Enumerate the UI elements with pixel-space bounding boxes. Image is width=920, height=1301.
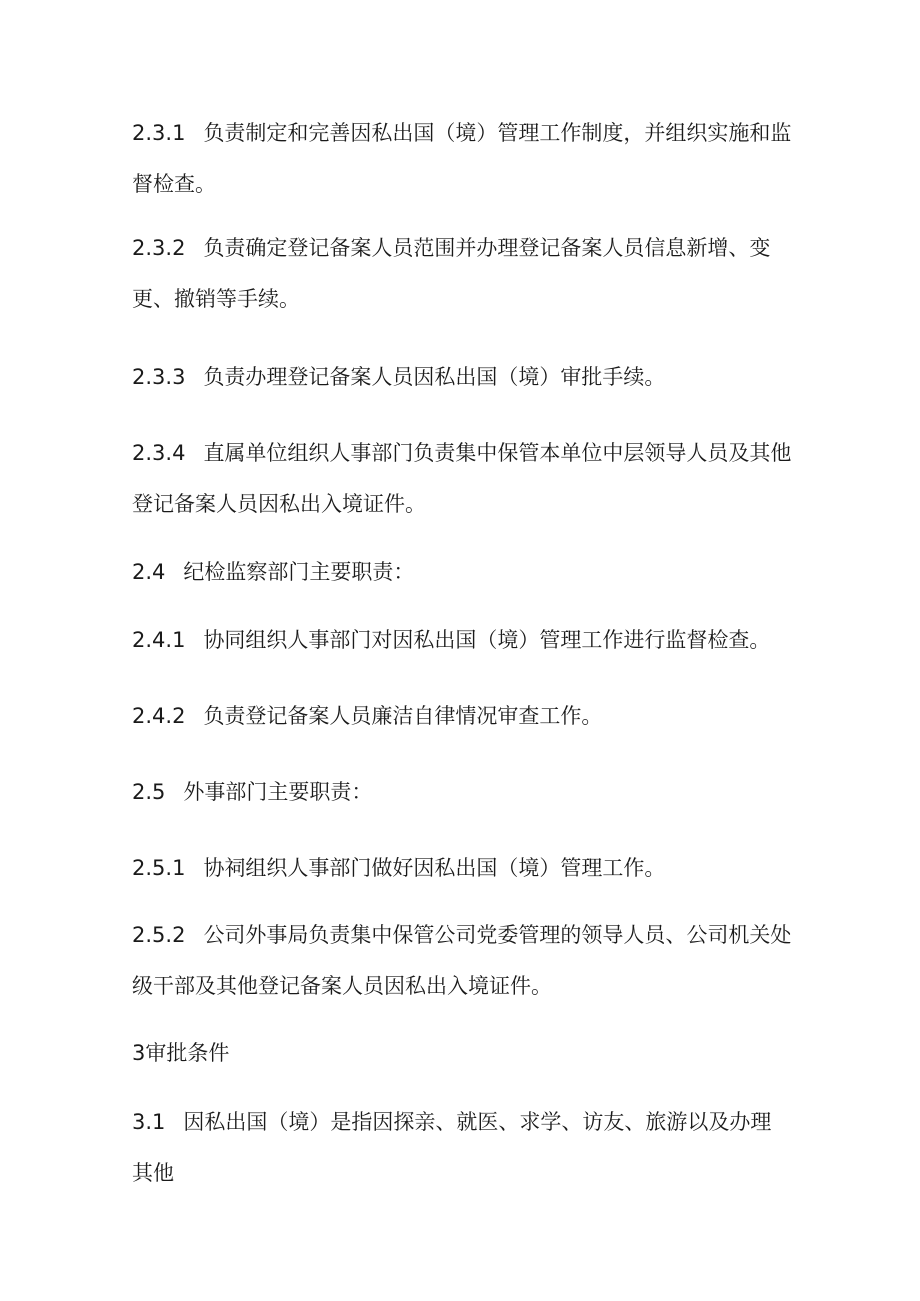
section-number: 2.3.4	[132, 441, 186, 465]
paragraph-2-3-4	[132, 428, 792, 530]
paragraph-2-3-1	[132, 108, 792, 210]
section-heading-3	[132, 1028, 792, 1079]
section-heading-text: 审批条件	[145, 1041, 230, 1065]
paragraph-2-5-1	[132, 843, 792, 894]
section-number: 2.4.1	[132, 628, 186, 652]
paragraph-2-3-3	[132, 352, 792, 403]
paragraph-text: 因私出国（境）是指因探亲、就医、求学、访友、旅游以及办理其他	[132, 1110, 772, 1185]
section-number: 2.3.1	[132, 121, 186, 145]
section-number: 2.4	[132, 560, 166, 584]
paragraph-text: 协祠组织人事部门做好因私出国（境）管理工作。	[203, 856, 666, 880]
section-number: 3	[132, 1041, 146, 1065]
paragraph-text: 纪检监察部门主要职责：	[183, 560, 415, 584]
section-number: 2.4.2	[132, 704, 186, 728]
section-number: 3.1	[132, 1110, 166, 1134]
paragraph-2-5-2	[132, 910, 792, 1012]
paragraph-text: 公司外事局负责集中保管公司党委管理的领导人员、公司机关处级干部及其他登记备案人员因私出入境证件。	[132, 923, 792, 998]
paragraph-text: 外事部门主要职责：	[183, 780, 373, 804]
paragraph-text: 协同组织人事部门对因私出国（境）管理工作进行监督检查。	[203, 628, 771, 652]
section-number: 2.5.1	[132, 856, 186, 880]
paragraph-text: 负责办理登记备案人员因私出国（境）审批手续。	[203, 365, 666, 389]
paragraph-text: 负责登记备案人员廉洁自律情况审查工作。	[203, 704, 603, 728]
section-number: 2.5	[132, 780, 166, 804]
paragraph-2-3-2	[132, 223, 792, 325]
section-number: 2.5.2	[132, 923, 186, 947]
paragraph-text: 直属单位组织人事部门负责集中保管本单位中层领导人员及其他登记备案人员因私出入境证件。	[132, 441, 792, 516]
paragraph-3-1	[132, 1097, 792, 1199]
paragraph-text: 负责制定和完善因私出国（境）管理工作制度，并组织实施和监督检查。	[132, 121, 792, 196]
section-number: 2.3.2	[132, 236, 186, 260]
paragraph-2-4-2	[132, 691, 792, 742]
paragraph-2-4	[132, 547, 792, 598]
paragraph-2-5	[132, 767, 792, 818]
paragraph-text: 负责确定登记备案人员范围并办理登记备案人员信息新增、变更、撤销等手续。	[132, 236, 771, 311]
section-number: 2.3.3	[132, 365, 186, 389]
paragraph-2-4-1	[132, 615, 792, 666]
